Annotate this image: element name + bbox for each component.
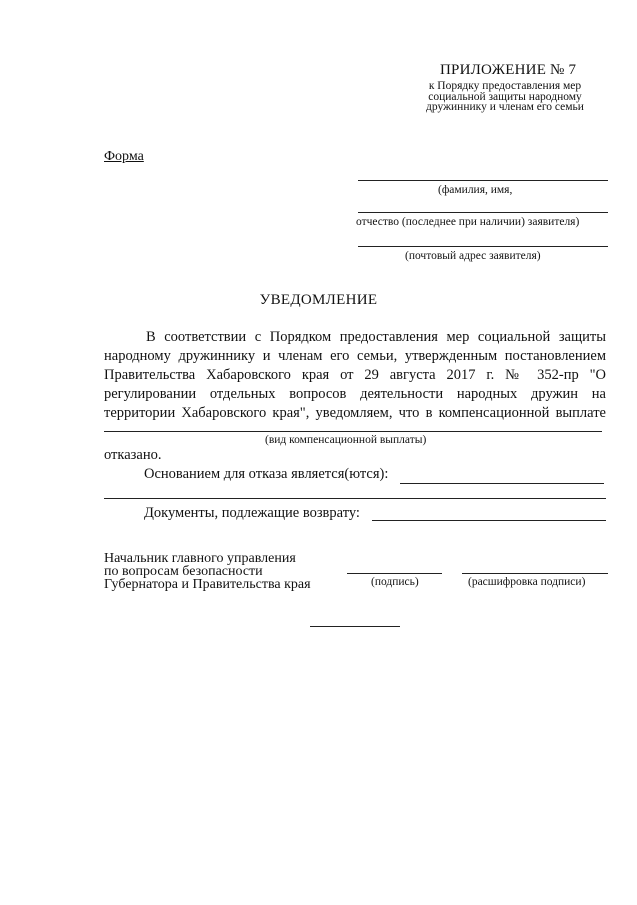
applicant-patronymic-line[interactable] <box>358 212 608 213</box>
signature-decode-caption: (расшифровка подписи) <box>468 576 586 588</box>
reason-label: Основанием для отказа является(ются): <box>144 466 389 482</box>
appendix-subtitle-line: к Порядку предоставления мер <box>428 80 582 92</box>
applicant-address-line[interactable] <box>358 246 608 247</box>
reason-extra-line[interactable] <box>104 498 606 499</box>
closing-separator <box>310 626 400 627</box>
reason-input-line[interactable] <box>400 483 604 484</box>
documents-label: Документы, подлежащие возврату: <box>144 505 360 521</box>
refused-text: отказано. <box>104 447 162 463</box>
form-label: Форма <box>104 149 144 164</box>
documents-input-line[interactable] <box>372 520 606 521</box>
payment-type-line[interactable] <box>104 431 602 432</box>
applicant-name-line[interactable] <box>358 180 608 181</box>
signatory-position-line: по вопросам безопасности <box>104 564 263 579</box>
signatory-position <box>104 552 311 591</box>
signatory-position-line: Губернатора и Правительства края <box>104 577 311 592</box>
payment-type-caption: (вид компенсационной выплаты) <box>265 434 427 446</box>
appendix-subtitle <box>405 81 605 113</box>
signature-caption: (подпись) <box>371 576 419 588</box>
body-paragraph-text: В соответствии с Порядком предоставления мер социальной защиты народному дружиннику и членам его семьи, утвержденным постановлением Правительства Хабаровского края от 29 августа 2017 г. № 352-пр "О регулировании отдельных вопросов деятельности народных дружин на территории Хабаровского края", уведомляем, что в компенсационной выплате <box>104 329 606 421</box>
signature-decode-line[interactable] <box>462 573 608 574</box>
applicant-address-caption: (почтовый адрес заявителя) <box>405 250 541 262</box>
document-title: УВЕДОМЛЕНИЕ <box>259 292 378 308</box>
appendix-subtitle-line: дружиннику и членам его семьи <box>426 101 584 113</box>
body-paragraph <box>104 328 606 423</box>
applicant-patronymic-caption: отчество (последнее при наличии) заявителя) <box>356 216 580 228</box>
signature-line[interactable] <box>347 573 442 574</box>
applicant-name-caption: (фамилия, имя, <box>438 184 513 196</box>
appendix-subtitle-line: социальной защиты народному <box>428 90 582 103</box>
appendix-title: ПРИЛОЖЕНИЕ № 7 <box>440 62 577 78</box>
signatory-position-line: Начальник главного управления <box>104 551 296 566</box>
